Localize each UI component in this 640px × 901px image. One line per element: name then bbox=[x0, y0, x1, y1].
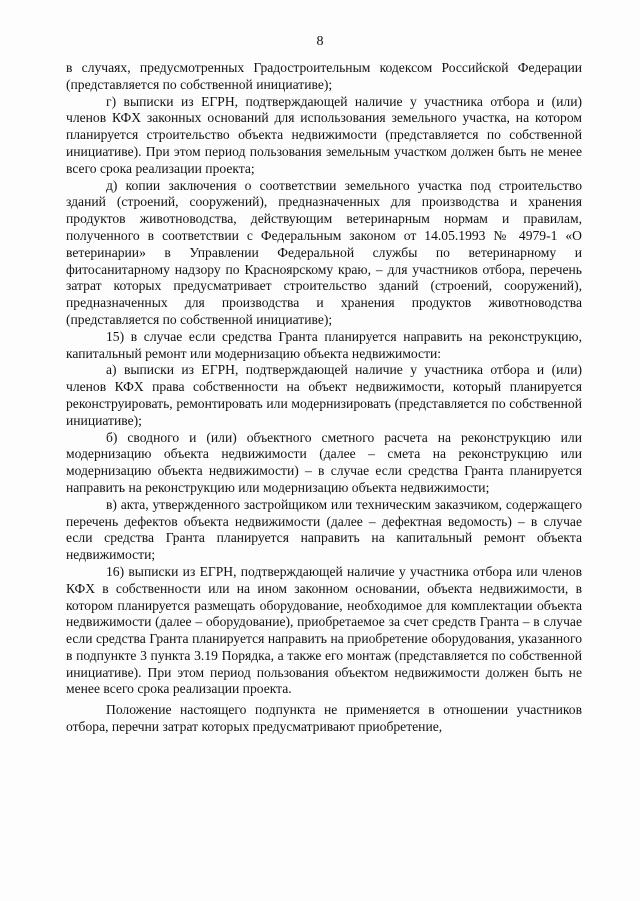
paragraph-continuation: в случаях, предусмотренных Градостроительным кодексом Российской Федерации (представляется по собственной инициативе); bbox=[66, 60, 582, 92]
paragraph-item-g: г) выписки из ЕГРН, подтверждающей наличие у участника отбора и (или) членов КФХ законных оснований для использования земельного участка, на котором планируется строительство объекта недвижимости (представляется по собственной инициативе). При этом период пользования земельным участком должен быть не менее всего срока реализации проекта; bbox=[66, 93, 582, 176]
paragraph-provision: Положение настоящего подпункта не применяется в отношении участников отбора, перечни затрат которых предусматривают приобретение, bbox=[66, 702, 582, 735]
paragraph-item-15a: а) выписки из ЕГРН, подтверждающей наличие у участника отбора и (или) членов КФХ права собственности на объект недвижимости, который планируется реконструировать, ремонтировать или модернизировать (представляется по собственной инициативе); bbox=[66, 362, 582, 428]
page-number: 8 bbox=[316, 34, 324, 49]
paragraph-item-d: д) копии заключения о соответствии земельного участка под строительство зданий (строений, сооружений), предназначенных для производства и хранения продуктов животноводства, действующим ветеринарным нормам и правилам, полученного в соответствии с Федеральным законом от 14.05.1993 № 4979-1 «О ветеринарии» в Управлении Федеральной службы по ветеринарному и фитосанитарному надзору по Красноярскому краю, – для участников отбора, перечень затрат которых предусматривает строительство зданий (строений, сооружений), предназначенных для производства и хранения продуктов животноводства (представляется по собственной инициативе); bbox=[66, 177, 582, 327]
paragraph-item-16: 16) выписки из ЕГРН, подтверждающей наличие у участника отбора или членов КФХ в собственности или на ином законном основании, объекта недвижимости, в котором планируется размещать оборудование, необходимое для комплектации объекта недвижимости (далее – оборудование), приобретаемое за счет средств Гранта – в случае если средства Гранта планируется направить на приобретение оборудования, указанного в подпункте 3 пункта 3.19 Порядка, а также его монтаж (представляется по собственной инициативе). При этом период пользования объектом недвижимости должен быть не менее всего срока реализации проекта. bbox=[66, 563, 582, 697]
paragraph-item-15v: в) акта, утвержденного застройщиком или техническим заказчиком, содержащего перечень дефектов объекта недвижимости (далее – дефектная ведомость) – в случае если средства Гранта планируется направить на капитальный ремонт объекта недвижимости; bbox=[66, 496, 582, 563]
document-body bbox=[66, 60, 582, 736]
paragraph-item-15b: б) сводного и (или) объектного сметного расчета на реконструкцию или модернизацию объекта недвижимости (далее – смета на реконструкцию или модернизацию объекта недвижимости) – в случае если средства Гранта планируется направить на реконструкцию или модернизацию объекта недвижимости; bbox=[66, 429, 582, 495]
paragraph-item-15: 15) в случае если средства Гранта планируется направить на реконструкцию, капитальный ремонт или модернизацию объекта недвижимости: bbox=[66, 328, 582, 361]
